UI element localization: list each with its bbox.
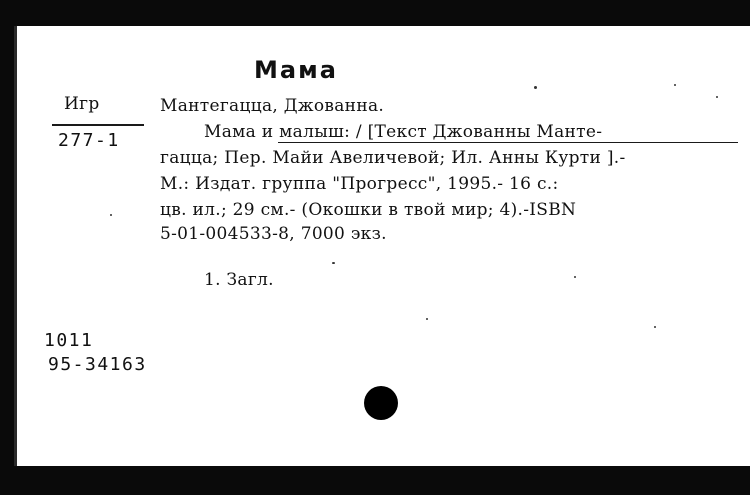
description-underline (278, 142, 738, 143)
author-heading: Мантегацца, Джованна. (160, 96, 385, 116)
scan-speck (534, 86, 537, 89)
shelf-code-bottom: 277-1 (58, 130, 120, 151)
description-line-4: цв. ил.; 29 см.- (Окошки в твой мир; 4).-ISBN (160, 200, 577, 220)
scan-speck (574, 276, 576, 278)
tracing-entry: 1. Загл. (204, 270, 274, 290)
card-number-95-34163: 95-34163 (48, 354, 147, 375)
scan-speck (332, 262, 335, 264)
scan-speck (716, 96, 718, 98)
punch-hole (364, 386, 398, 420)
description-line-1: Мама и малыш: / [Текст Джованны Манте- (204, 122, 603, 142)
card-number-1011: 1011 (44, 330, 94, 351)
scan-speck (654, 326, 656, 328)
handwritten-heading: Мама (254, 56, 338, 84)
description-line-3: М.: Издат. группа "Прогресс", 1995.- 16 с.: (160, 174, 559, 194)
shelf-code-top: Игр (64, 94, 100, 114)
description-line-2: гацца; Пер. Майи Авеличевой; Ил. Анны Курти ].- (160, 148, 626, 168)
shelf-divider-line (52, 124, 144, 126)
scan-speck (426, 318, 428, 320)
card-left-edge (14, 26, 17, 466)
scan-speck (110, 214, 112, 216)
description-line-5: 5-01-004533-8, 7000 экз. (160, 224, 387, 244)
scan-speck (674, 84, 676, 86)
